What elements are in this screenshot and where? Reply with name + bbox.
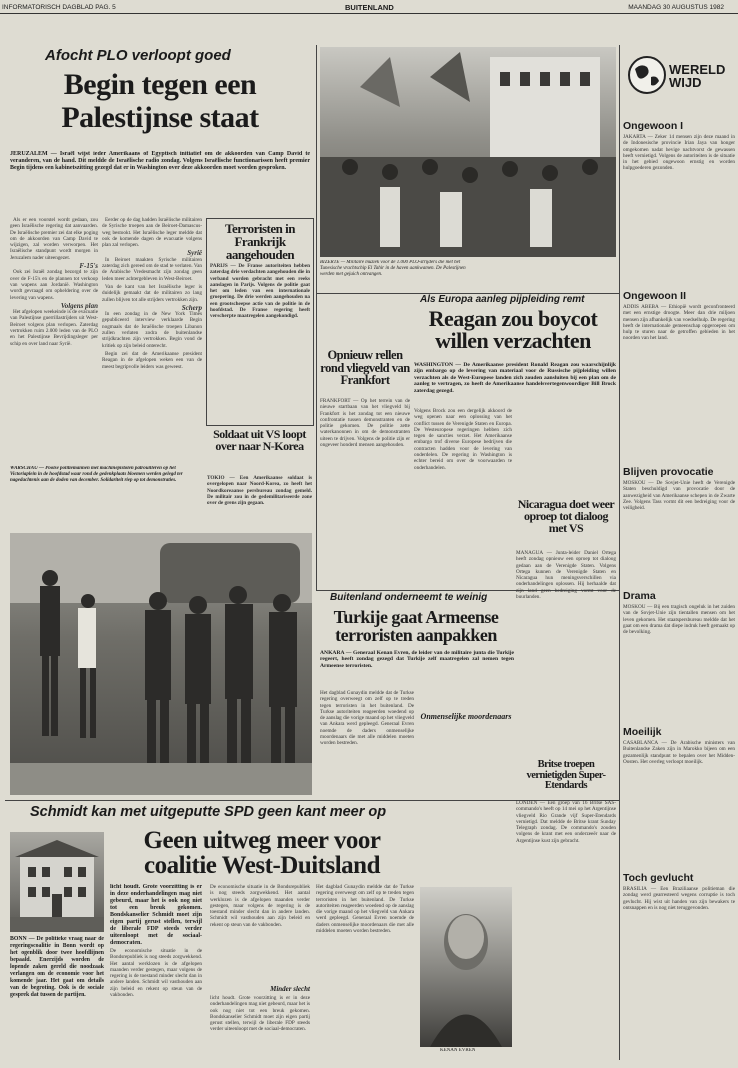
sidebar-item-body: JAKARTA — Zeker 14 mensen zijn deze maand in de Indonesische provincie Irian Jaya van honger omgekomen nadat hevige nachtvorst de gewassen heeft vernietigd. Volgens de autoriteiten is de situatie in het gebied ongewoon ernstig en worden hulpgoederen gezonden. (623, 134, 735, 172)
main-headline-line-1: Begin tegen een (63, 68, 257, 101)
bizerte-photo (320, 47, 616, 257)
main-body-col-2 (102, 217, 202, 463)
sidebar-item-body: BRASILIA — Een Braziliaanse politieman die zondag werd gearresteerd wegens corruptie is toch gevlucht. Hij wist uit handen van zijn bewakers te ontsnappen en is nog niet teruggevonden. (623, 886, 735, 911)
nicaragua-body: MANAGUA — Junta-leider Daniel Ortega heeft zondag opnieuw een oproep tot dialoog gedaan aan de Verenigde Staten. Volgens Ortega kunnen de Verenigde Staten en Nicaragua hun meningsverschillen via onderhandelingen oplossen. Hij herhaalde dat zijn land geen bedreiging vormt voor de buurlanden. (516, 550, 616, 601)
main-paragraph: Begin zei dat de Amerikaanse president Reagan in de afgelopen weken een van de meest begripvolle leiders was geweest. (102, 350, 202, 370)
spd-body-col-3: Het dagblad Gunaydin meldde dat de Turkse regering overweegt om zelf op te treden tegen terroristen in het buitenland. De Turkse autoriteiten reageerden woedend op de aanslag die vorige maand op het vliegveld van Ankara werd gepleegd. Generaal Evren noemde de daders onmenselijke moordenaars die met alle middelen moeten worden bestreden. (316, 884, 414, 935)
header-date: MAANDAG 30 AUGUSTUS 1982 (628, 4, 724, 11)
terror-headline: Terroristen in Frankrijk aangehouden (225, 221, 295, 262)
warsaw-caption: WARSCHAU — Poolse politiemannen met machinepistolen patrouilleren op het Victoriaplein in de hoofdstad waar rond de gedenkplaats bloemen werden gelegd ter nagedachtenis aan de doden van december. Solidariteit riep op tot demonstraties. (10, 466, 183, 483)
soldier-body: TOKIO — Een Amerikaanse soldaat is overgelopen naar Noord-Korea, zo heeft het Noordkoreaanse persbureau zondag gemeld. De militair zou in de gedemilitariseerde zone over de grens zijn gegaan. (207, 475, 312, 507)
sidebar-item-title: Moeilijk (623, 726, 662, 738)
super-etendards-headline: Britse troepen vernietigden Super-Etendards (526, 759, 606, 791)
reagan-headline-line-2: willen verzachten (435, 328, 591, 353)
turkey-headline-line-2: terroristen aanpakken (335, 625, 497, 645)
spd-headline (112, 828, 412, 878)
header-left: INFORMATORISCH DAGBLAD PAG. 5 (2, 4, 116, 11)
section-title: BUITENLAND (345, 3, 394, 12)
main-headline (10, 70, 310, 133)
spd-subhead: Minder slecht (270, 985, 310, 993)
main-paragraph: Ook zei Israël zondag bezorgd te zijn over de F-15's en de plannen tot verkoop van wapens aan Jordanië. Washington wordt gevraagd om opheldering over de levering van wapens. (10, 269, 98, 301)
sidebar-item-title: Blijven provocatie (623, 466, 714, 478)
bonn-photo (10, 832, 104, 932)
sidebar-item-body: ADDIS ABEBA — Ethiopië wordt geconfronteerd met een ernstige droogte. Meer dan drie miljoen mensen zijn afhankelijk van voedselhulp. De regering heeft de internationale gemeenschap opgeroepen om hulp te sturen naar de getroffen gebieden in het noorden van het land. (623, 304, 735, 342)
sidebar-item-body: MOSKOU — Bij een tragisch ongeluk in het zuiden van de Sovjet-Unie zijn tientallen mensen om het leven gekomen. Het staatspersbureau meldde dat het gaat om een drama dat diepe indruk heeft gemaakt op de bevolking. (623, 604, 735, 636)
frankfort-headline: Opnieuw rellen rond vliegveld van Frankfort (320, 348, 410, 387)
sidebar-title: WERELD WIJD (669, 62, 726, 90)
reagan-body: Volgens Brock zou een dergelijk akkoord de weg openen naar een oplossing van het conflict tussen de Verenigde Staten en Europa. De Westeuropese regeringen hebben zich tegen de sancties verzet. Het Amerikaanse embargo trof diverse Europese bedrijven die contracten hadden voor de levering van onderdelen. De regering in Washington is echter bereid om over de voorwaarden te onderhandelen. (414, 408, 512, 471)
sidebar-item-body: MOSKOU — De Sovjet-Unie heeft de Verenigde Staten beschuldigd van provocatie door de aanwezigheid van Amerikaanse schepen in de Zwarte Zee. Volgens Tass vormt dit een bedreiging voor de veiligheid. (623, 480, 735, 512)
main-paragraph: Het afgelopen weekeinde is de evacuatie van Palestijnse guerrillastrijders uit West-Beiroet volgens plan verlopen. Zaterdag vertrokken ruim 2.000 leden van de PLO en het Palestijnse Bevrijdingsleger per schip en over land naar Syrië. (10, 309, 98, 347)
spd-body-col-1: licht houdt. Grote voorzitting is er in deze onderhandelingen mag niet gebeurd, maar het is ook nog niet tot een breuk gekomen. Bondskanselier Schmidt moet zijn eigen partij gerust stellen, terwijl de liberale FDP steeds verder uiteenloopt met de sociaal-democraten. (110, 884, 202, 944)
frankfort-body: FRANKFORT — Op het terrein van de nieuwe startbaan van het vliegveld bij Frankfort is het zondag tot een nieuwe confrontatie tussen demonstranten en de politie gekomen. De politie zette waterkanonnen in om de demonstranten uiteen te drijven. Volgens de politie zijn er ongeveer honderd mensen aangehouden. (320, 398, 410, 449)
main-paragraph: Als er een voorstel wordt gedaan, zou geen Israëlische regering dat aanvaarden. De Israëlische premier zei dat elke poging om de akkoorden van Camp David te wijzigen, zal worden verworpen. Het Israëlische standpunt wordt morgen in Jeruzalem nader uiteengezet. (10, 217, 98, 261)
main-paragraph: Van de kant van het Israëlische leger is duidelijk gemaakt dat de militairen zo lang zullen blijven tot alle strijders vertrokken zijn. (102, 283, 202, 303)
reagan-lead: WASHINGTON — De Amerikaanse president Ronald Reagan zou waarschijnlijk zijn embargo op de levering van materiaal voor de Russische pijpleiding willen verzachten als de West-Europese landen zich zouden aansluiten bij een plan om de aanleg te vertragen, zo heeft de Amerikaanse handelsvertegenwoordiger Bill Brock zaterdag gezegd. (414, 362, 616, 394)
page-header (0, 2, 738, 14)
terror-body: PARIJS — De Franse autoriteiten hebben zaterdag drie verdachten aangehouden die in verband worden gebracht met een reeks aanslagen in Parijs. Volgens de politie gaat het om leden van een internationale groepering. De drie werden aangehouden na een grootscheepse actie van de politie in de hoofdstad. De Franse regering heeft verscherpte maatregelen aangekondigd. (210, 263, 310, 320)
main-headline-line-2: Palestijnse staat (61, 101, 259, 134)
warsaw-photo (10, 533, 312, 795)
turkey-headline (318, 608, 514, 644)
main-kicker: Afocht PLO verloopt goed (45, 47, 231, 64)
building-image (10, 832, 104, 932)
main-body-col-1 (10, 217, 98, 463)
turkey-body-col-1: Het dagblad Gunaydin meldde dat de Turkse regering overweegt om zelf op te treden tegen terroristen in het buitenland. De Turkse autoriteiten reageerden woedend op de aanslag die vorige maand op het vliegveld van Ankara werd gepleegd. Generaal Evren noemde de daders onmenselijke moordenaars die met alle middelen moeten worden bestreden. (320, 690, 414, 747)
main-paragraph: In Beiroet maakten Syrische militairen zaterdag zich gereed om de stad te verlaten. Van de Arabische Vredesmacht zijn zondag geen leden meer achtergebleven in West-Beiroet. (102, 256, 202, 282)
turkey-kicker: Buitenland onderneemt te weinig (330, 592, 488, 603)
terror-box (206, 218, 314, 426)
turkey-lead: ANKARA — Generaal Kenan Evren, de leider van de militaire junta die Turkije regeert, heeft zondag gezegd dat Turkije zelf maatregelen zal nemen tegen Armeense terroristen. (320, 650, 514, 669)
police-patrol-image (10, 533, 312, 795)
wereld-wijd-logo (623, 47, 735, 107)
column-rule (316, 45, 317, 590)
main-paragraph: In een zondag in de New York Times gepubliceerd interview verklaarde Begin nogmaals dat de Israëlische troepen Libanon zullen verlaten zodra de buitenlandse strijdkrachten zijn vertrokken. Begin vond de kritiek op zijn beleid onterecht. (102, 311, 202, 349)
spd-body-col-2b: licht houdt. Grote voorzitting is er in deze onderhandelingen mag niet gebeurd, maar het is ook nog niet tot een breuk gekomen. Bondskanselier Schmidt moet zijn eigen partij gerust stellen, terwijl de liberale FDP steeds verder uiteenloopt met de sociaal-democraten. (210, 995, 310, 1033)
nicaragua-headline: Nicaragua doet weer oproep tot dialoog met VS (517, 497, 615, 535)
evren-caption: KENAN EVREN (440, 1048, 476, 1053)
super-etendards-body: LONDEN — Een groep van 16 Britse SAS-commando's heeft op 14 mei op het Argentijnse vliegveld Rio Grande vijf Super-Etendards vernietigd. Dat meldde de Britse krant Sunday Telegraph zondag. De commando's zouden volgens de krant met een onderzeeër naar de Argentijnse kust zijn gebracht. (516, 800, 616, 844)
bizerte-caption: BIZERTE — Militaire muziek voor de 1.000 PLO-strijders die met het Tunesische vrachtschip El Tahir in de haven aankwamen. De Palestijnen werden met gejuich ontvangen. (320, 260, 466, 277)
column-rule (619, 45, 620, 1060)
soldier-headline: Soldaat uit VS loopt over naar N-Korea (213, 427, 306, 453)
sidebar-item-title: Drama (623, 590, 656, 602)
subhead-volgens-plan: Volgens plan (60, 301, 98, 310)
sidebar-item-body: CASABLANCA — De Arabische ministers van Buitenlandse Zaken zijn in Marokko bijeen om een gezamenlijk standpunt te bepalen over het Midden-Oosten. Het overleg verloopt moeilijk. (623, 740, 735, 765)
main-paragraph: Eerder op de dag hadden Israëlische militairen de Syrische troepen aan de Beiroet-Damascus-weg bestookt. Het Israëlische leger meldde dat ook de komende dagen de evacuatie volgens plan zal verlopen. (102, 217, 202, 249)
globe-icon (627, 55, 667, 95)
reagan-headline-line-1: Reagan zou boycot (428, 306, 598, 331)
sidebar-item-title: Ongewoon I (623, 120, 684, 132)
spd-lead: BONN — De politieke vraag naar de regeringscoalitie in Bonn wordt op het ogenblik door twee hoofdlijnen bepaald. Enerzijds worden de lopende zaken gereld die noodzaak verlangen om de economie voor het komende jaar. Het gaat om details van de begroting. Ook is de sociale gesprek dat tussen de partijen. (10, 936, 104, 998)
spd-body-col-1b: De economische situatie in de Bondsrepubliek is nog steeds zorgwekkend. Het aantal werklozen is de afgelopen maanden verder gestegen, maar volgens de regering is de toestand minder slecht dan in andere landen. Schmidt wil vasthouden aan zijn beleid en rekent op steun van de vakbonden. (110, 948, 202, 999)
subhead-scherp: Scherp (181, 303, 202, 312)
spd-headline-line-2: coalitie West-Duitsland (144, 852, 380, 879)
reagan-headline (410, 308, 616, 352)
turkey-headline-line-1: Turkije gaat Armeense (333, 607, 499, 627)
sidebar-item-title: Toch gevlucht (623, 872, 694, 884)
turkey-subhead: Onmenselijke moordenaars (420, 712, 512, 721)
reagan-kicker: Als Europa aanleg pijpleiding remt (420, 294, 585, 305)
spd-kicker: Schmidt kan met uitgeputte SPD geen kant meer op (30, 804, 387, 820)
spd-headline-line-1: Geen uitweg meer voor (143, 827, 381, 854)
ship-arrival-image (320, 47, 616, 257)
portrait-image (420, 887, 512, 1047)
subhead-f15: F-15's (79, 262, 98, 271)
main-lead: JERUZALEM — Israël wijst ieder Amerikaans of Egyptisch initiatief om de akkoorden van Camp David te veranderen, van de hand. Dit meldde de Israëlische radio zondag. Volgens Israëlische functionarissen heeft premier Begin tijdens een kabinetszitting gezegd dat er in Washington over deze akkoorden moet worden gesproken. (10, 151, 310, 171)
subhead-syrie: Syrië (187, 249, 202, 258)
evren-photo (420, 887, 512, 1047)
spd-body-col-2: De economische situatie in de Bondsrepubliek is nog steeds zorgwekkend. Het aantal werklozen is de afgelopen maanden verder gestegen, maar volgens de regering is de toestand minder slecht dan in andere landen. Schmidt wil vasthouden aan zijn beleid en rekent op steun van de vakbonden. (210, 884, 310, 928)
sidebar-item-title: Ongewoon II (623, 290, 686, 302)
